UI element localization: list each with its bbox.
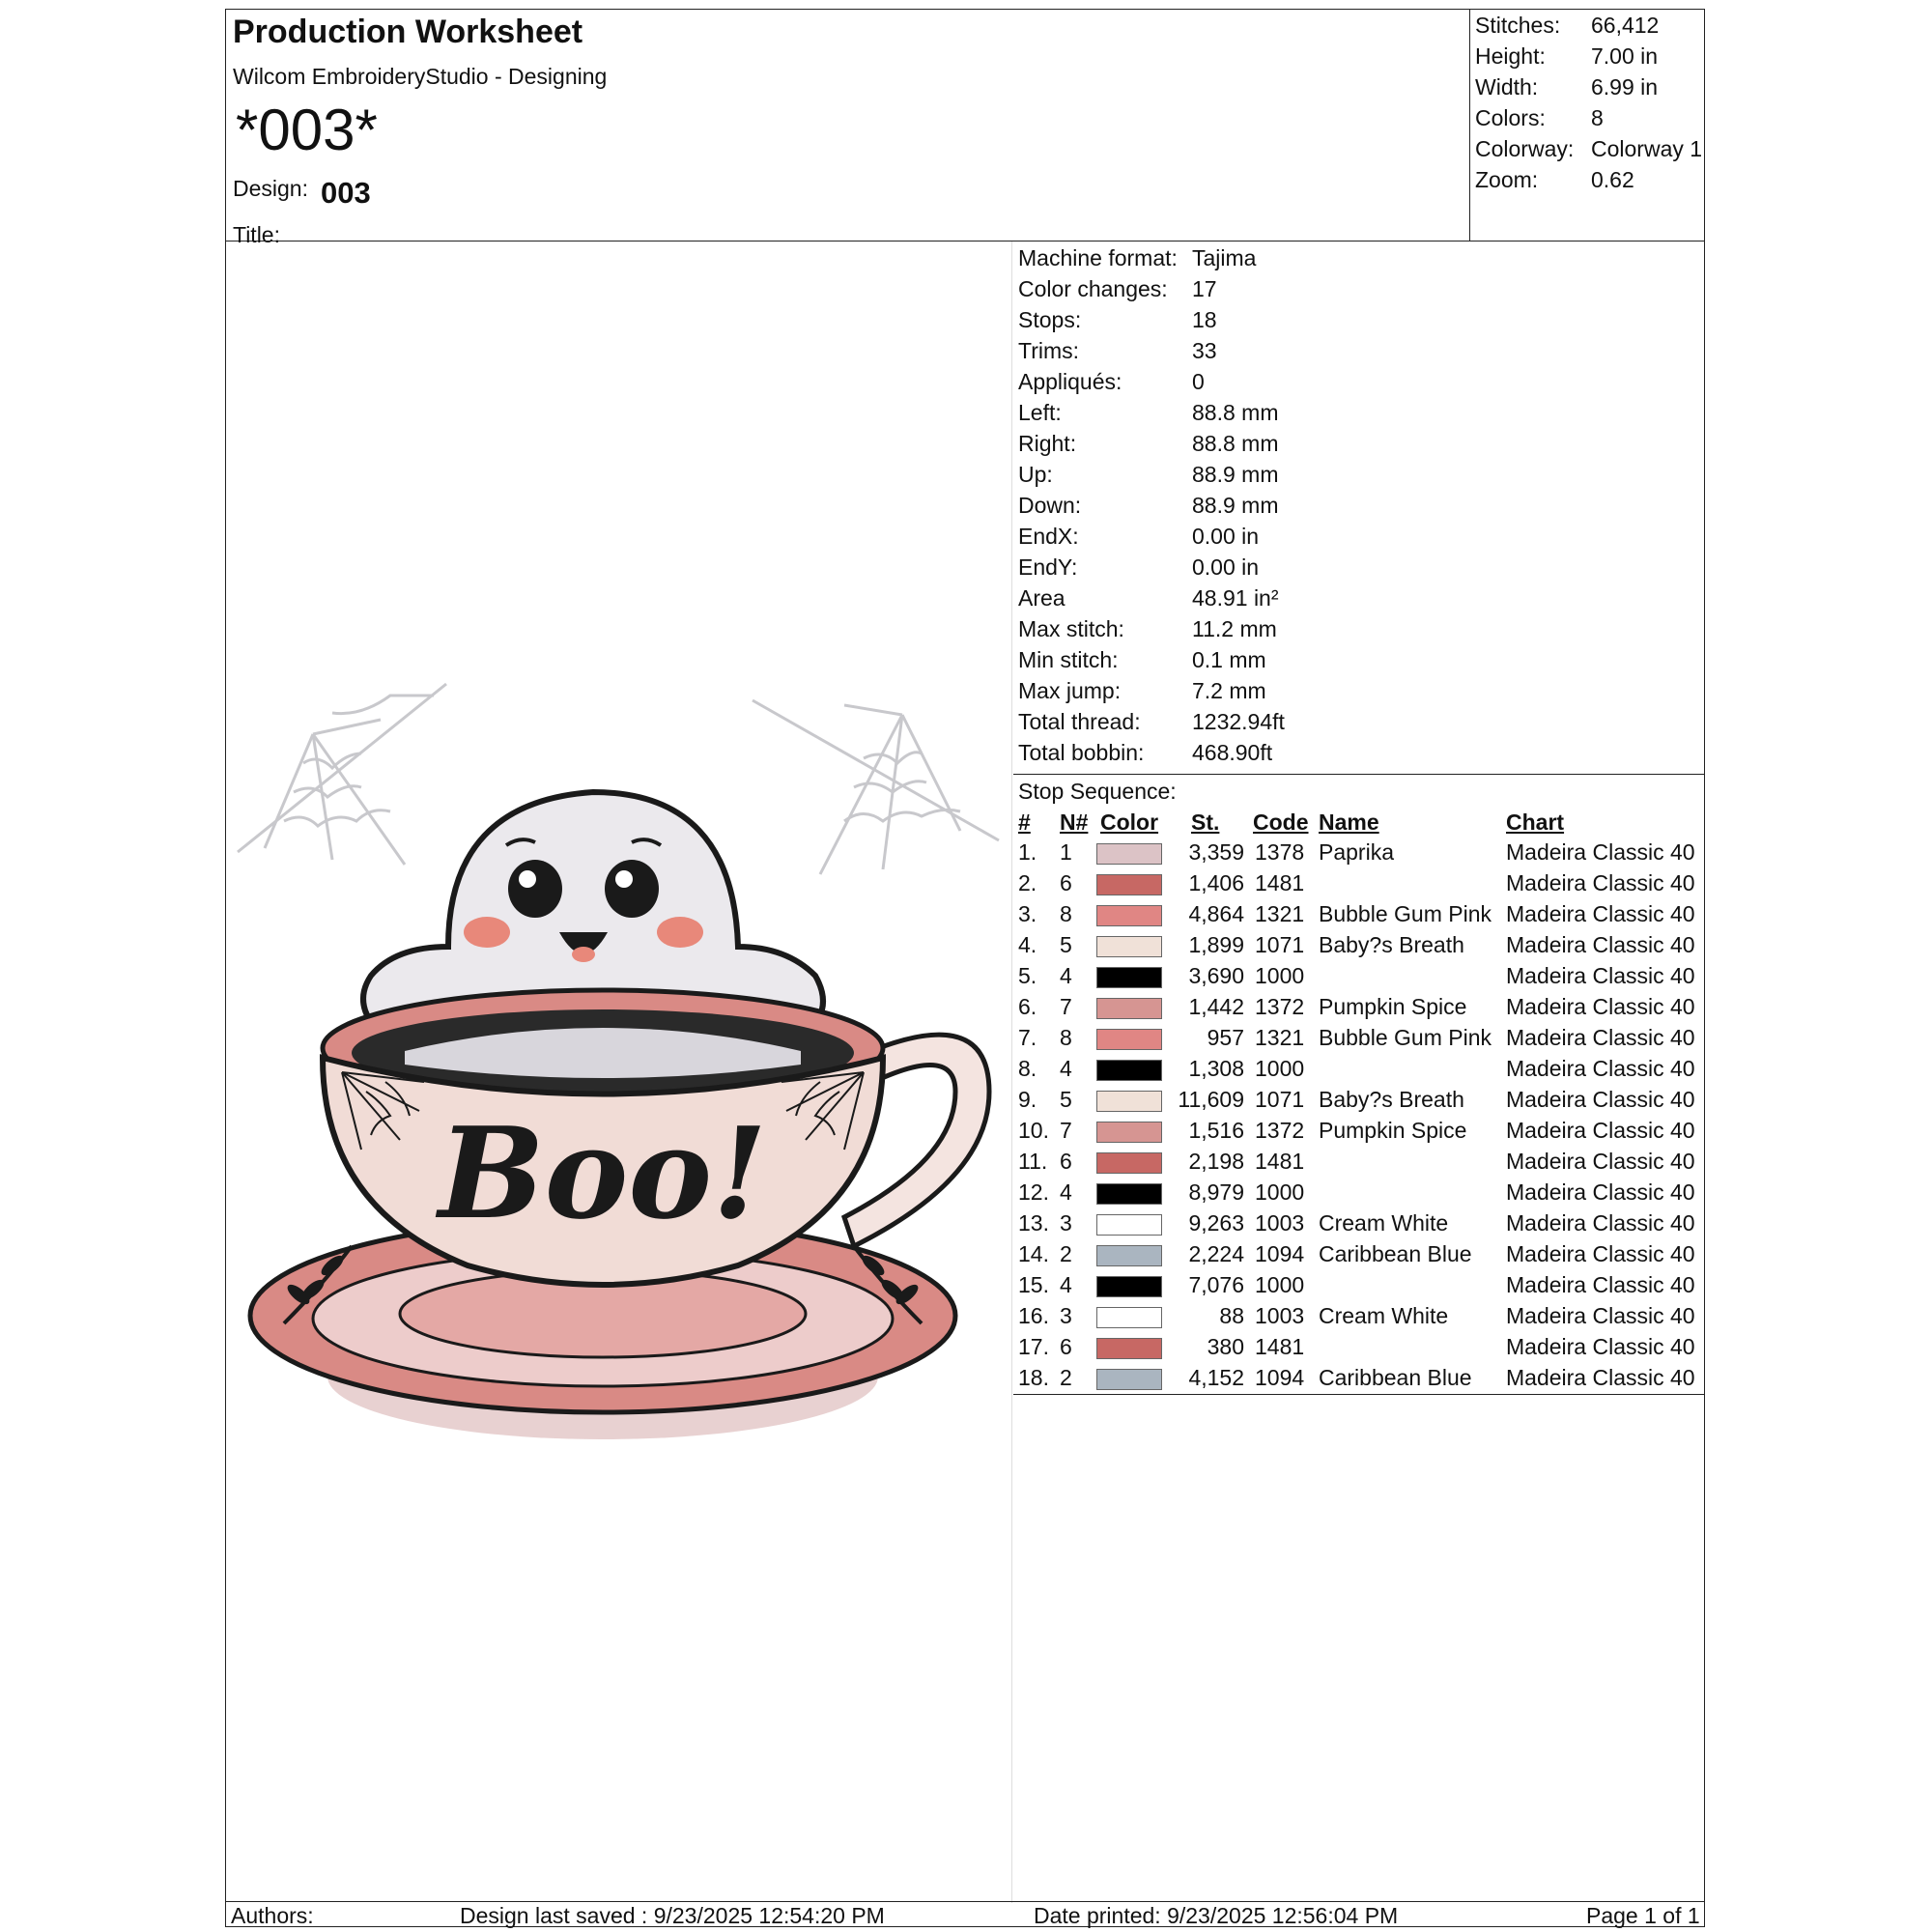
stop-thread-name: Baby?s Breath <box>1319 932 1464 957</box>
ghost-right-eye <box>605 860 659 918</box>
color-swatch <box>1096 1152 1162 1174</box>
stop-chart: Madeira Classic 40 <box>1506 1334 1695 1359</box>
stop-chart: Madeira Classic 40 <box>1506 1056 1695 1081</box>
stop-row <box>1013 839 1704 870</box>
ghost-right-cheek <box>657 917 703 948</box>
stop-chart: Madeira Classic 40 <box>1506 932 1695 957</box>
stop-num: 15. <box>1018 1272 1049 1297</box>
stop-code: 1000 <box>1255 1272 1305 1297</box>
stop-code: 1000 <box>1255 1179 1305 1205</box>
stop-num: 7. <box>1018 1025 1037 1050</box>
stop-needle: 6 <box>1060 870 1072 895</box>
stop-needle: 4 <box>1060 1056 1072 1081</box>
stop-row <box>1013 1303 1704 1334</box>
stop-stitches: 1,406 <box>1188 870 1244 895</box>
color-swatch <box>1096 1122 1162 1143</box>
stop-row <box>1013 994 1704 1025</box>
stop-needle: 3 <box>1060 1303 1072 1328</box>
spec-value: Tajima <box>1192 245 1257 270</box>
summary-label: Height: <box>1475 43 1546 69</box>
stop-code: 1094 <box>1255 1241 1305 1266</box>
spec-value: 0.1 mm <box>1192 647 1266 672</box>
stop-row <box>1013 901 1704 932</box>
footer <box>226 1901 1704 1927</box>
stop-chart: Madeira Classic 40 <box>1506 1241 1695 1266</box>
stop-chart: Madeira Classic 40 <box>1506 901 1695 926</box>
stop-stitches: 4,152 <box>1188 1365 1244 1390</box>
stop-thread-name: Caribbean Blue <box>1319 1241 1472 1266</box>
stop-row <box>1013 1334 1704 1365</box>
stop-needle: 4 <box>1060 1272 1072 1297</box>
stop-num: 2. <box>1018 870 1037 895</box>
spec-label: Appliqués: <box>1018 369 1122 394</box>
spec-label: Area <box>1018 585 1065 611</box>
col-header-st: St. <box>1191 810 1220 835</box>
cobweb-right-icon <box>753 700 999 874</box>
summary-value: 7.00 in <box>1591 43 1659 69</box>
stop-needle: 2 <box>1060 1365 1072 1390</box>
spec-value: 88.8 mm <box>1192 400 1279 425</box>
summary-label: Width: <box>1475 74 1539 99</box>
stop-code: 1071 <box>1255 932 1305 957</box>
stop-needle: 5 <box>1060 932 1072 957</box>
spec-value: 48.91 in² <box>1192 585 1279 611</box>
col-header-name: Name <box>1319 810 1379 835</box>
summary-value: 0.62 <box>1591 167 1634 192</box>
stop-num: 3. <box>1018 901 1037 926</box>
spec-label: Left: <box>1018 400 1062 425</box>
stop-needle: 5 <box>1060 1087 1072 1112</box>
stop-chart: Madeira Classic 40 <box>1506 1149 1695 1174</box>
worksheet <box>225 9 1705 1927</box>
color-swatch <box>1096 998 1162 1019</box>
design-label: Design: <box>233 176 308 201</box>
col-header-n: N# <box>1060 810 1089 835</box>
stop-chart: Madeira Classic 40 <box>1506 1303 1695 1328</box>
summary-value: 66,412 <box>1591 13 1660 38</box>
stop-stitches: 8,979 <box>1188 1179 1244 1205</box>
color-swatch <box>1096 1245 1162 1266</box>
stop-sequence-panel <box>1013 775 1704 1395</box>
stop-code: 1321 <box>1255 1025 1305 1050</box>
stop-row <box>1013 1241 1704 1272</box>
ghost-teacup-embroidery <box>226 242 1012 1903</box>
stop-row <box>1013 1118 1704 1149</box>
stop-stitches: 88 <box>1219 1303 1244 1328</box>
summary-label: Colors: <box>1475 105 1546 130</box>
stop-stitches: 380 <box>1207 1334 1244 1359</box>
summary-value: 8 <box>1591 105 1604 130</box>
summary-label: Colorway: <box>1475 136 1575 161</box>
spec-label: Machine format: <box>1018 245 1178 270</box>
spec-value: 0.00 in <box>1192 524 1260 549</box>
stop-stitches: 7,076 <box>1188 1272 1244 1297</box>
summary-label: Stitches: <box>1475 13 1561 38</box>
stop-code: 1481 <box>1255 1149 1305 1174</box>
worksheet-title: Production Worksheet <box>233 14 583 50</box>
stop-chart: Madeira Classic 40 <box>1506 870 1695 895</box>
stop-code: 1481 <box>1255 870 1305 895</box>
spec-label: Trims: <box>1018 338 1080 363</box>
stop-stitches: 3,690 <box>1188 963 1244 988</box>
stop-chart: Madeira Classic 40 <box>1506 1118 1695 1143</box>
spec-label: Total bobbin: <box>1018 740 1145 765</box>
spec-label: EndX: <box>1018 524 1079 549</box>
stop-sequence-title: Stop Sequence: <box>1018 779 1177 804</box>
spec-label: Up: <box>1018 462 1053 487</box>
stop-chart: Madeira Classic 40 <box>1506 1365 1695 1390</box>
stop-stitches: 9,263 <box>1188 1210 1244 1236</box>
spec-value: 0 <box>1192 369 1205 394</box>
spec-label: Color changes: <box>1018 276 1168 301</box>
stop-needle: 6 <box>1060 1149 1072 1174</box>
spec-value: 18 <box>1192 307 1217 332</box>
spec-value: 468.90ft <box>1192 740 1273 765</box>
stop-num: 9. <box>1018 1087 1037 1112</box>
stop-needle: 1 <box>1060 839 1072 865</box>
col-header-color: Color <box>1100 810 1159 835</box>
spec-label: Total thread: <box>1018 709 1141 734</box>
stop-row <box>1013 870 1704 901</box>
stop-num: 10. <box>1018 1118 1049 1143</box>
spec-label: EndY: <box>1018 554 1078 580</box>
stop-code: 1094 <box>1255 1365 1305 1390</box>
summary-panel <box>1470 10 1704 242</box>
stop-thread-name: Bubble Gum Pink <box>1319 1025 1492 1050</box>
spec-label: Min stitch: <box>1018 647 1119 672</box>
stop-thread-name: Pumpkin Spice <box>1319 1118 1467 1143</box>
stop-row <box>1013 1025 1704 1056</box>
stop-chart: Madeira Classic 40 <box>1506 1210 1695 1236</box>
stop-row <box>1013 1179 1704 1210</box>
stop-needle: 8 <box>1060 1025 1072 1050</box>
stop-stitches: 3,359 <box>1188 839 1244 865</box>
design-barcode-text: *003* <box>236 98 378 162</box>
stop-chart: Madeira Classic 40 <box>1506 1087 1695 1112</box>
title-label: Title: <box>233 222 280 247</box>
stop-stitches: 1,442 <box>1188 994 1244 1019</box>
stop-stitches: 957 <box>1207 1025 1244 1050</box>
stop-thread-name: Cream White <box>1319 1303 1449 1328</box>
stop-row <box>1013 1210 1704 1241</box>
boo-text: Boo! <box>438 1099 768 1247</box>
color-swatch <box>1096 843 1162 865</box>
stop-code: 1321 <box>1255 901 1305 926</box>
stop-num: 13. <box>1018 1210 1049 1236</box>
spec-label: Stops: <box>1018 307 1082 332</box>
stop-num: 4. <box>1018 932 1037 957</box>
spec-label: Right: <box>1018 431 1077 456</box>
stop-code: 1071 <box>1255 1087 1305 1112</box>
spec-label: Down: <box>1018 493 1082 518</box>
stop-code: 1000 <box>1255 963 1305 988</box>
stop-num: 17. <box>1018 1334 1049 1359</box>
stop-thread-name: Pumpkin Spice <box>1319 994 1467 1019</box>
color-swatch <box>1096 905 1162 926</box>
stop-row <box>1013 932 1704 963</box>
stop-needle: 7 <box>1060 1118 1072 1143</box>
spec-value: 0.00 in <box>1192 554 1260 580</box>
stop-needle: 3 <box>1060 1210 1072 1236</box>
col-header-code: Code <box>1253 810 1309 835</box>
spec-value: 33 <box>1192 338 1217 363</box>
spec-label: Max jump: <box>1018 678 1122 703</box>
stop-chart: Madeira Classic 40 <box>1506 994 1695 1019</box>
color-swatch <box>1096 874 1162 895</box>
stop-row <box>1013 1272 1704 1303</box>
stop-needle: 2 <box>1060 1241 1072 1266</box>
color-swatch <box>1096 1060 1162 1081</box>
spec-value: 7.2 mm <box>1192 678 1266 703</box>
stop-thread-name: Paprika <box>1319 839 1394 865</box>
stop-row <box>1013 1087 1704 1118</box>
stop-needle: 6 <box>1060 1334 1072 1359</box>
spec-value: 17 <box>1192 276 1217 301</box>
stop-stitches: 4,864 <box>1188 901 1244 926</box>
stop-thread-name: Cream White <box>1319 1210 1449 1236</box>
stop-row <box>1013 1149 1704 1179</box>
stop-num: 1. <box>1018 839 1037 865</box>
design-value: 003 <box>321 176 371 210</box>
date-printed: Date printed: 9/23/2025 12:56:04 PM <box>1034 1903 1399 1928</box>
app-subtitle: Wilcom EmbroideryStudio - Designing <box>233 64 608 89</box>
page-number: Page 1 of 1 <box>1586 1903 1700 1928</box>
col-header-chart: Chart <box>1506 810 1565 835</box>
stop-row <box>1013 1365 1704 1396</box>
stop-stitches: 2,224 <box>1188 1241 1244 1266</box>
stop-num: 11. <box>1018 1149 1048 1174</box>
spec-value: 88.9 mm <box>1192 493 1279 518</box>
stop-code: 1378 <box>1255 839 1305 865</box>
stop-chart: Madeira Classic 40 <box>1506 1025 1695 1050</box>
machine-specs-panel <box>1013 242 1704 775</box>
col-header-num: # <box>1018 810 1031 835</box>
stop-row <box>1013 963 1704 994</box>
color-swatch <box>1096 1338 1162 1359</box>
stop-num: 12. <box>1018 1179 1049 1205</box>
color-swatch <box>1096 1369 1162 1390</box>
design-preview <box>226 242 1012 1903</box>
spec-value: 88.8 mm <box>1192 431 1279 456</box>
stop-num: 16. <box>1018 1303 1049 1328</box>
stop-stitches: 11,609 <box>1178 1087 1244 1112</box>
authors-label: Authors: <box>231 1903 314 1928</box>
stop-num: 18. <box>1018 1365 1049 1390</box>
summary-value: Colorway 1 <box>1591 136 1703 161</box>
color-swatch <box>1096 967 1162 988</box>
color-swatch <box>1096 1029 1162 1050</box>
stop-stitches: 1,308 <box>1188 1056 1244 1081</box>
spec-label: Max stitch: <box>1018 616 1124 641</box>
header-panel <box>226 10 1470 247</box>
stop-thread-name: Bubble Gum Pink <box>1319 901 1492 926</box>
stop-row <box>1013 1056 1704 1087</box>
stop-stitches: 2,198 <box>1188 1149 1244 1174</box>
ghost-left-cheek <box>464 917 510 948</box>
stop-needle: 7 <box>1060 994 1072 1019</box>
stop-num: 8. <box>1018 1056 1037 1081</box>
summary-label: Zoom: <box>1475 167 1539 192</box>
spec-value: 1232.94ft <box>1192 709 1285 734</box>
stop-needle: 8 <box>1060 901 1072 926</box>
stop-code: 1000 <box>1255 1056 1305 1081</box>
stop-thread-name: Baby?s Breath <box>1319 1087 1464 1112</box>
color-swatch <box>1096 1091 1162 1112</box>
cobweb-left-icon <box>238 684 446 865</box>
color-swatch <box>1096 1183 1162 1205</box>
stop-code: 1372 <box>1255 994 1305 1019</box>
color-swatch <box>1096 1276 1162 1297</box>
stop-num: 6. <box>1018 994 1037 1019</box>
stop-stitches: 1,899 <box>1188 932 1244 957</box>
color-swatch <box>1096 1307 1162 1328</box>
stop-needle: 4 <box>1060 963 1072 988</box>
stop-code: 1003 <box>1255 1303 1305 1328</box>
spec-value: 88.9 mm <box>1192 462 1279 487</box>
stop-chart: Madeira Classic 40 <box>1506 839 1695 865</box>
stop-thread-name: Caribbean Blue <box>1319 1365 1472 1390</box>
ghost-left-eye <box>508 860 562 918</box>
color-swatch <box>1096 936 1162 957</box>
stop-code: 1481 <box>1255 1334 1305 1359</box>
stop-chart: Madeira Classic 40 <box>1506 963 1695 988</box>
stop-stitches: 1,516 <box>1188 1118 1244 1143</box>
stop-num: 14. <box>1018 1241 1049 1266</box>
color-swatch <box>1096 1214 1162 1236</box>
stop-needle: 4 <box>1060 1179 1072 1205</box>
spec-value: 11.2 mm <box>1192 616 1277 641</box>
stop-chart: Madeira Classic 40 <box>1506 1272 1695 1297</box>
last-saved: Design last saved : 9/23/2025 12:54:20 PM <box>460 1903 885 1928</box>
stop-num: 5. <box>1018 963 1037 988</box>
stop-code: 1003 <box>1255 1210 1305 1236</box>
summary-value: 6.99 in <box>1591 74 1659 99</box>
stop-code: 1372 <box>1255 1118 1305 1143</box>
stop-chart: Madeira Classic 40 <box>1506 1179 1695 1205</box>
